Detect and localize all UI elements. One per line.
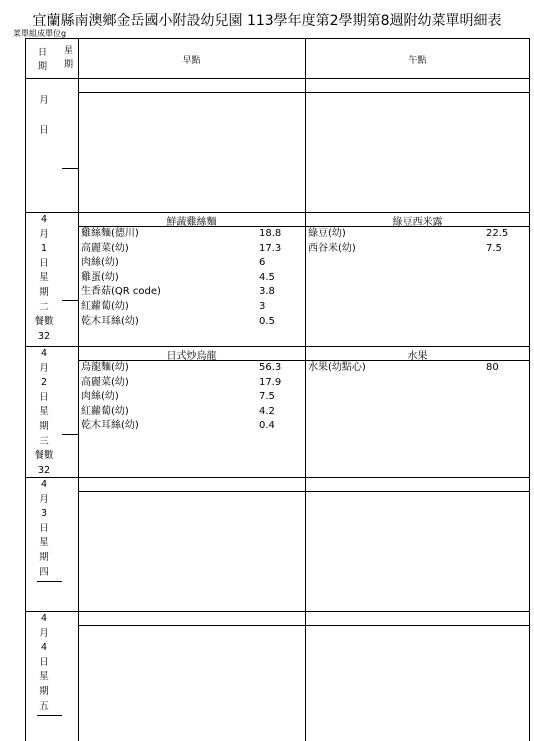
day-label-char: 1 bbox=[40, 243, 48, 255]
day-label-char: 4 bbox=[40, 642, 48, 654]
weekday-header-char: 星 bbox=[64, 46, 74, 56]
date-header-char: 日 bbox=[38, 48, 48, 58]
day-label-char: 月 bbox=[39, 228, 49, 240]
day-label-char: 五 bbox=[39, 700, 49, 712]
breakfast-dish-name: 日式炒烏龍 bbox=[166, 351, 217, 362]
weekday-header-char: 期 bbox=[64, 60, 74, 70]
ingredient-qty: 56.3 bbox=[259, 362, 282, 373]
day-label-char: 4 bbox=[40, 613, 48, 624]
ingredient-row bbox=[81, 285, 302, 300]
ingredient-name: 紅蘿蔔(幼) bbox=[81, 405, 129, 417]
breakfast-ingredient-list bbox=[81, 361, 302, 434]
weekday-stub-line bbox=[62, 434, 78, 435]
afternoon-header: 午點 bbox=[408, 56, 427, 66]
ingredient-name: 肉絲(幼) bbox=[81, 257, 119, 269]
ingredient-qty: 3.8 bbox=[259, 286, 275, 298]
ingredient-row bbox=[81, 271, 302, 286]
day-label-char: 星 bbox=[39, 406, 49, 418]
day-label-char: 星 bbox=[39, 272, 49, 284]
ingredient-row bbox=[81, 242, 302, 257]
col-divider bbox=[305, 38, 306, 741]
day-label-char: 日 bbox=[39, 656, 49, 668]
day-label-char: 日 bbox=[39, 124, 49, 136]
ingredient-row bbox=[81, 376, 302, 391]
ingredient-name: 綠豆(幼) bbox=[308, 228, 346, 239]
ingredient-name: 肉絲(幼) bbox=[81, 391, 119, 403]
ingredient-name: 雞絲麵(德川) bbox=[81, 228, 139, 239]
ingredient-row bbox=[308, 227, 527, 242]
ingredient-name: 紅蘿蔔(幼) bbox=[81, 300, 129, 312]
day-label-char: 星 bbox=[39, 671, 49, 683]
day-label-char: 月 bbox=[39, 95, 49, 106]
day-label-char: 32 bbox=[37, 464, 51, 476]
ingredient-row bbox=[81, 256, 302, 271]
dish-header-divider bbox=[78, 92, 530, 93]
day-label bbox=[26, 612, 62, 714]
day-label-char: 期 bbox=[39, 685, 49, 697]
ingredient-row bbox=[81, 227, 302, 242]
day-label-char: 月 bbox=[39, 362, 49, 374]
breakfast-header: 早點 bbox=[182, 56, 201, 66]
ingredient-qty: 3 bbox=[259, 300, 266, 312]
ingredient-name: 乾木耳絲(幼) bbox=[81, 315, 139, 327]
weekday-stub-line bbox=[62, 300, 78, 301]
weekday-header-label bbox=[64, 44, 73, 72]
weekday-stub-line bbox=[62, 168, 78, 169]
ingredient-qty: 80 bbox=[486, 362, 499, 373]
ingredient-qty: 7.5 bbox=[259, 391, 275, 403]
afternoon-dish-name: 綠豆西米露 bbox=[392, 217, 443, 228]
ingredient-qty: 17.3 bbox=[259, 242, 282, 254]
afternoon-dish-name: 水果 bbox=[407, 351, 428, 362]
breakfast-dish-name: 鮮蔬雞絲麵 bbox=[166, 217, 217, 228]
ingredient-row bbox=[81, 315, 302, 330]
day-label-char: 期 bbox=[39, 420, 49, 432]
day-label bbox=[26, 347, 62, 478]
afternoon-ingredient-list bbox=[308, 227, 527, 256]
day-label-char: 月 bbox=[39, 493, 49, 505]
ingredient-qty: 18.8 bbox=[259, 228, 282, 239]
ingredient-name: 高麗菜(幼) bbox=[81, 376, 129, 388]
ingredient-row bbox=[81, 300, 302, 315]
ingredient-qty: 0.4 bbox=[259, 420, 275, 432]
ingredient-name: 雞蛋(幼) bbox=[81, 271, 119, 283]
ingredient-row bbox=[308, 242, 527, 257]
ingredient-row bbox=[81, 419, 302, 434]
ingredient-qty: 6 bbox=[259, 257, 266, 269]
day-label bbox=[26, 478, 62, 580]
ingredient-qty: 7.5 bbox=[486, 242, 502, 254]
day-label-char: 四 bbox=[39, 566, 49, 578]
dish-header-divider bbox=[78, 625, 530, 626]
day-label-char: 日 bbox=[39, 522, 49, 534]
weekday-stub-line bbox=[37, 581, 62, 582]
ingredient-name: 高麗菜(幼) bbox=[81, 242, 129, 254]
day-label-char: 月 bbox=[39, 627, 49, 639]
day-label-char: 4 bbox=[40, 214, 48, 225]
day-label-char: 4 bbox=[40, 479, 48, 490]
col-divider bbox=[78, 38, 79, 741]
weekday-stub-line bbox=[37, 715, 62, 716]
ingredient-row bbox=[308, 361, 527, 376]
date-header-label bbox=[38, 46, 47, 74]
afternoon-ingredient-list bbox=[308, 361, 527, 376]
day-label bbox=[26, 213, 62, 344]
day-label-char: 日 bbox=[39, 391, 49, 403]
breakfast-ingredient-list bbox=[81, 227, 302, 329]
ingredient-name: 乾木耳絲(幼) bbox=[81, 420, 139, 432]
ingredient-row bbox=[81, 405, 302, 420]
day-label-char: 32 bbox=[37, 330, 51, 342]
ingredient-row bbox=[81, 361, 302, 376]
document-title: 宜蘭縣南澳鄉金岳國小附設幼兒園 113學年度第2學期第8週附幼菜單明細表 bbox=[32, 13, 502, 29]
day-label-char: 4 bbox=[40, 348, 48, 359]
ingredient-name: 水果(幼點心) bbox=[308, 362, 366, 373]
unit-note: 菜單組成單位g bbox=[13, 29, 67, 38]
ingredient-name: 烏龍麵(幼) bbox=[81, 362, 129, 373]
ingredient-name: 西谷米(幼) bbox=[308, 242, 356, 254]
day-label-char: 3 bbox=[40, 508, 48, 520]
date-header-char: 期 bbox=[38, 62, 48, 72]
day-label-char: 2 bbox=[40, 377, 48, 389]
day-label-char: 三 bbox=[39, 435, 49, 447]
day-label-char: 二 bbox=[39, 301, 49, 313]
dish-header-divider bbox=[78, 491, 530, 492]
row-divider bbox=[25, 611, 530, 612]
day-label-char: 餐數 bbox=[34, 316, 54, 328]
day-label-char: 期 bbox=[39, 286, 49, 298]
ingredient-qty: 4.2 bbox=[259, 405, 275, 417]
row-divider bbox=[25, 477, 530, 478]
row-divider bbox=[25, 78, 530, 79]
day-label-char: 期 bbox=[39, 551, 49, 563]
ingredient-row bbox=[81, 390, 302, 405]
ingredient-qty: 4.5 bbox=[259, 271, 275, 283]
ingredient-qty: 17.9 bbox=[259, 376, 282, 388]
day-label-char: 餐數 bbox=[34, 450, 54, 462]
day-label bbox=[26, 94, 62, 138]
ingredient-qty: 0.5 bbox=[259, 315, 275, 327]
day-label-char: 星 bbox=[39, 537, 49, 549]
ingredient-name: 生香菇(QR code) bbox=[81, 286, 161, 298]
ingredient-qty: 22.5 bbox=[486, 228, 509, 239]
day-label-char: 日 bbox=[39, 257, 49, 269]
